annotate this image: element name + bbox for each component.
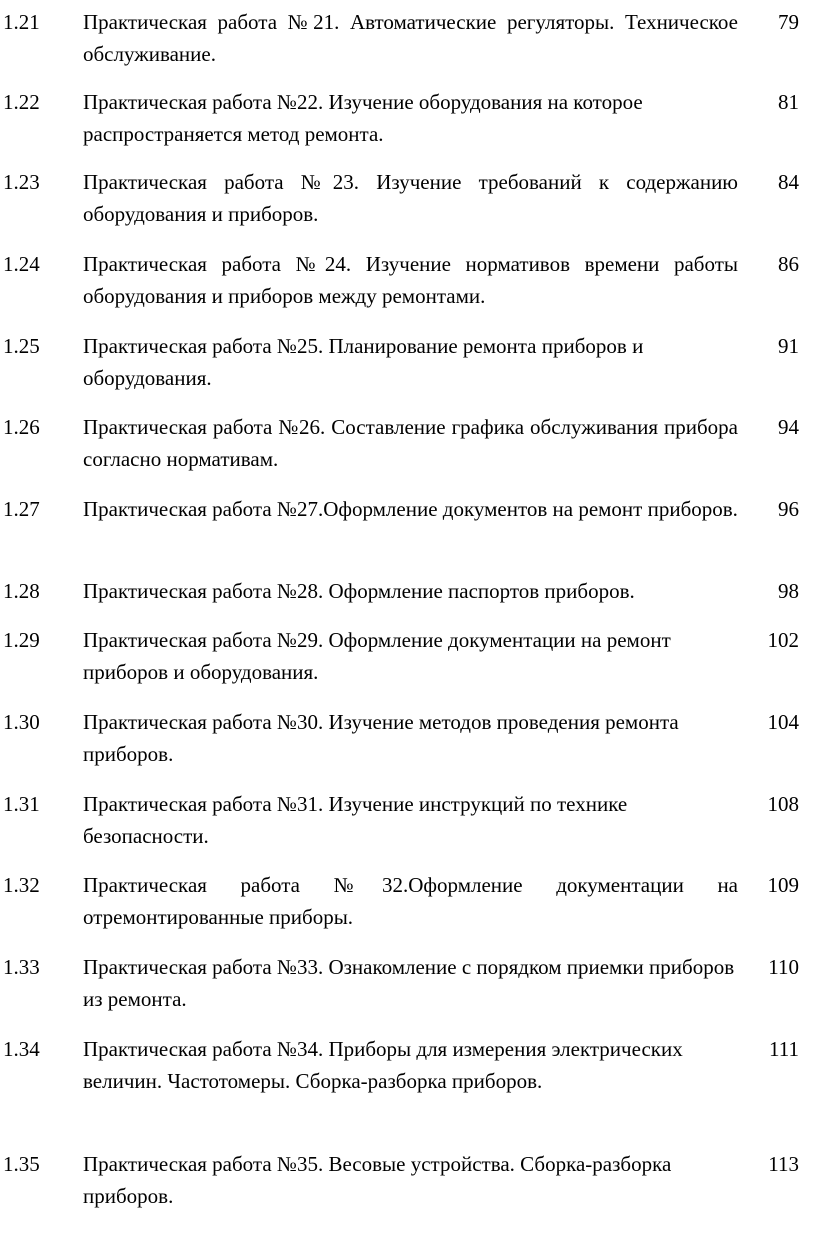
toc-entry-title: Практическая работа №27.Оформление документов на ремонт приборов. xyxy=(83,497,738,521)
toc-entry xyxy=(0,248,816,328)
toc-entry-page: 91 xyxy=(778,334,799,358)
toc-entry-title: Практическая работа №32.Оформление документации на отремонтированные приборы. xyxy=(83,873,738,929)
toc-entry xyxy=(0,86,816,166)
toc-entry-page: 94 xyxy=(778,415,799,439)
toc-entry-title: Практическая работа №35. Весовые устройства. Сборка-разборка приборов. xyxy=(83,1152,672,1208)
toc-entry-title: Практическая работа №31. Изучение инструкций по технике безопасности. xyxy=(83,792,628,848)
toc-entry-page: 108 xyxy=(767,792,799,816)
toc-entry xyxy=(0,166,816,246)
toc-entry-title: Практическая работа №28. Оформление паспортов приборов. xyxy=(83,579,635,603)
toc-entry-page: 84 xyxy=(778,170,799,194)
toc-entry-number: 1.25 xyxy=(3,334,40,358)
toc-entry xyxy=(0,706,816,786)
toc-entry xyxy=(0,493,816,573)
toc-entry-title: Практическая работа №22. Изучение оборудования на которое распространяется метод ремонта. xyxy=(83,90,643,146)
toc-entry-title: Практическая работа №26. Составление графика обслуживания прибора согласно нормативам. xyxy=(83,415,738,471)
toc-entry xyxy=(0,1148,816,1228)
toc-entry-page: 110 xyxy=(768,955,799,979)
toc-entry-page: 113 xyxy=(768,1152,799,1176)
toc-entry-title: Практическая работа №34. Приборы для измерения электрических величин. Частотомеры. Сборка-разборка приборов. xyxy=(83,1037,683,1093)
toc-entry-number: 1.34 xyxy=(3,1037,40,1061)
toc-entry-number: 1.27 xyxy=(3,497,40,521)
toc-entry xyxy=(0,624,816,704)
toc-entry-page: 102 xyxy=(767,628,799,652)
toc-entry-page: 98 xyxy=(778,579,799,603)
toc-entry-number: 1.22 xyxy=(3,90,40,114)
toc-entry-page: 86 xyxy=(778,252,799,276)
toc-entry-number: 1.23 xyxy=(3,170,40,194)
toc-entry-page: 79 xyxy=(778,10,799,34)
toc-entry-title: Практическая работа №33. Ознакомление с порядком приемки приборов из ремонта. xyxy=(83,955,735,1011)
toc-entry xyxy=(0,411,816,491)
toc-entry-number: 1.26 xyxy=(3,415,40,439)
toc-entry xyxy=(0,330,816,410)
toc-entry-title: Практическая работа №30. Изучение методов проведения ремонта приборов. xyxy=(83,710,679,766)
toc-entry-number: 1.28 xyxy=(3,579,40,603)
toc-entry xyxy=(0,6,816,86)
toc-entry xyxy=(0,869,816,949)
toc-entry-number: 1.32 xyxy=(3,873,40,897)
toc-entry xyxy=(0,1033,816,1145)
toc-entry-number: 1.31 xyxy=(3,792,40,816)
toc-entry-number: 1.35 xyxy=(3,1152,40,1176)
toc-entry-page: 96 xyxy=(778,497,799,521)
toc-entry xyxy=(0,788,816,868)
toc-entry xyxy=(0,951,816,1031)
toc-entry-number: 1.33 xyxy=(3,955,40,979)
toc-entry-number: 1.30 xyxy=(3,710,40,734)
toc-entry-page: 111 xyxy=(769,1037,799,1061)
toc-entry-title: Практическая работа №23. Изучение требований к содержанию оборудования и приборов. xyxy=(83,170,738,226)
toc-entry-page: 109 xyxy=(767,873,799,897)
toc-entry-number: 1.29 xyxy=(3,628,40,652)
toc-entry-title: Практическая работа №25. Планирование ремонта приборов и оборудования. xyxy=(83,334,644,390)
toc-entry-number: 1.24 xyxy=(3,252,40,276)
toc-entry-page: 104 xyxy=(767,710,799,734)
toc-entry-number: 1.21 xyxy=(3,10,40,34)
toc-entry-page: 81 xyxy=(778,90,799,114)
toc-entry-title: Практическая работа №24. Изучение нормативов времени работы оборудования и приборов между ремонтами. xyxy=(83,252,738,308)
toc-entry-title: Практическая работа №21. Автоматические регуляторы. Техническое обслуживание. xyxy=(83,10,738,66)
toc-entry-title: Практическая работа №29. Оформление документации на ремонт приборов и оборудования. xyxy=(83,628,671,684)
